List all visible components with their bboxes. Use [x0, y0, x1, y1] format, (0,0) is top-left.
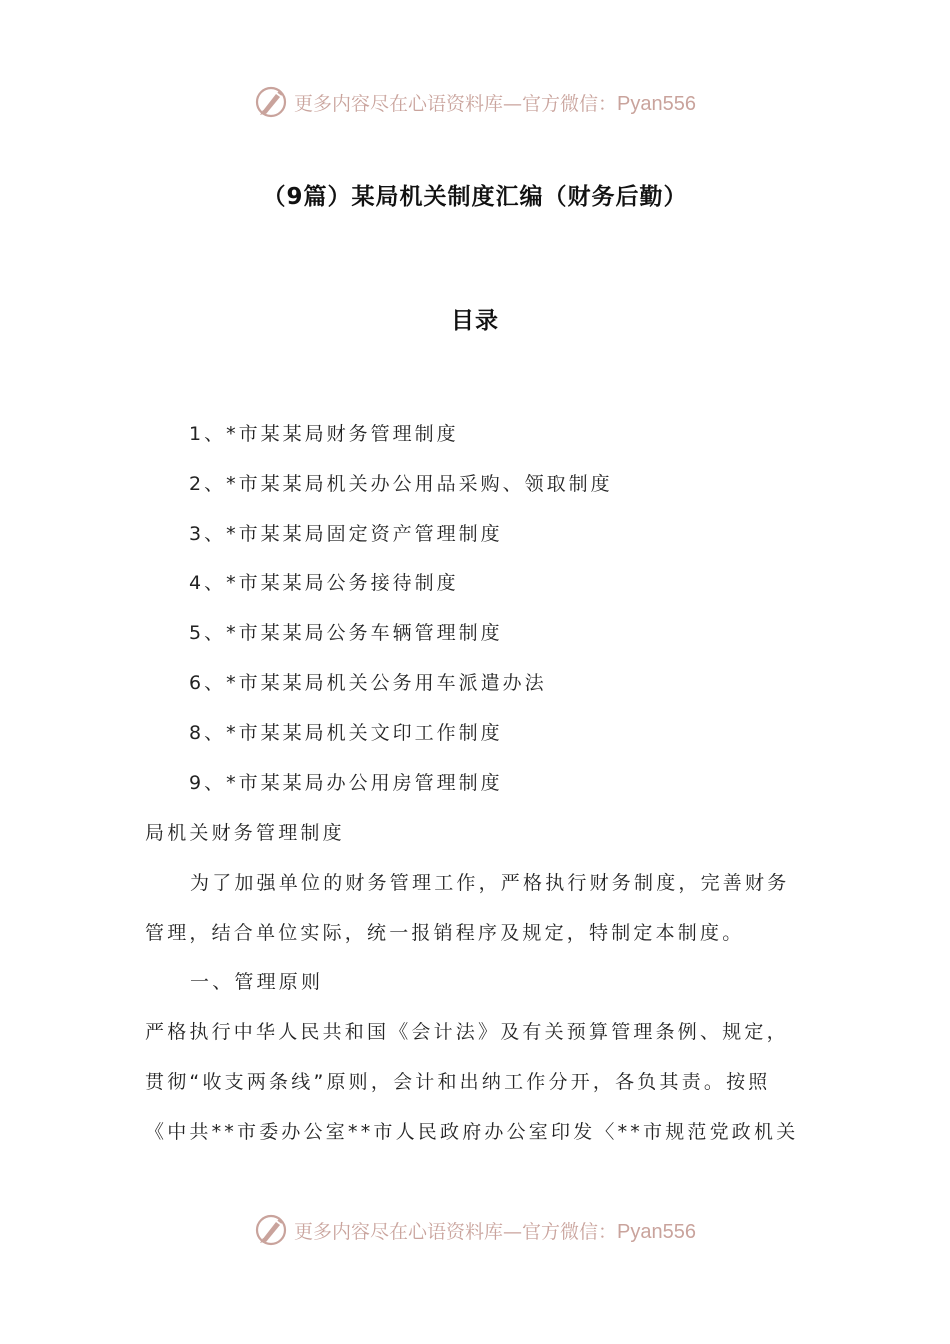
pen-logo-icon: [254, 85, 288, 119]
toc-item: 1、*市某某局财务管理制度: [189, 423, 459, 445]
toc-item: 9、*市某某局办公用房管理制度: [189, 771, 503, 794]
toc-heading: 目录: [451, 308, 499, 334]
toc-list: [189, 418, 613, 816]
watermark-slogan: 更多内容尽在心语资料库—官方微信：: [294, 92, 618, 115]
toc-item: 8、*市某某局机关文印工作制度: [189, 721, 503, 744]
paragraph-line: 《中共**市委办公室**市人民政府办公室印发〈**市规范党政机关: [145, 1120, 799, 1143]
watermark-slogan: 更多内容尽在心语资料库—官方微信：: [294, 1220, 618, 1243]
watermark-wechat-id: Pyan556: [617, 1220, 696, 1243]
toc-item: 4、*市某某局公务接待制度: [189, 572, 459, 595]
document-title: （9篇）某局机关制度汇编（财务后勤）: [262, 184, 688, 210]
paragraph-line: 严格执行中华人民共和国《会计法》及有关预算管理条例、规定，: [145, 1021, 789, 1044]
section-heading: 一、管理原则: [190, 971, 324, 994]
toc-item: 3、*市某某局固定资产管理制度: [189, 522, 503, 545]
header-watermark-banner: [0, 82, 950, 122]
paragraph-line: 贯彻“收支两条线”原则，会计和出纳工作分开，各负其责。按照: [145, 1070, 771, 1093]
footer-watermark-banner: [0, 1210, 950, 1250]
toc-item: 6、*市某某局机关公务用车派遣办法: [189, 671, 547, 694]
toc-item: 5、*市某某局公务车辆管理制度: [189, 622, 503, 645]
toc-item: 2、*市某某局机关办公用品采购、领取制度: [189, 472, 613, 495]
pen-logo-icon: [254, 1213, 288, 1247]
document-body: [145, 815, 807, 1164]
section-title: 局机关财务管理制度: [145, 822, 345, 844]
watermark-text: [294, 1217, 696, 1244]
paragraph-line: 管理，结合单位实际，统一报销程序及规定，特制定本制度。: [145, 921, 745, 944]
watermark-text: [294, 89, 696, 116]
watermark-wechat-id: Pyan556: [617, 92, 696, 115]
paragraph-line: 为了加强单位的财务管理工作，严格执行财务制度，完善财务: [190, 871, 790, 894]
